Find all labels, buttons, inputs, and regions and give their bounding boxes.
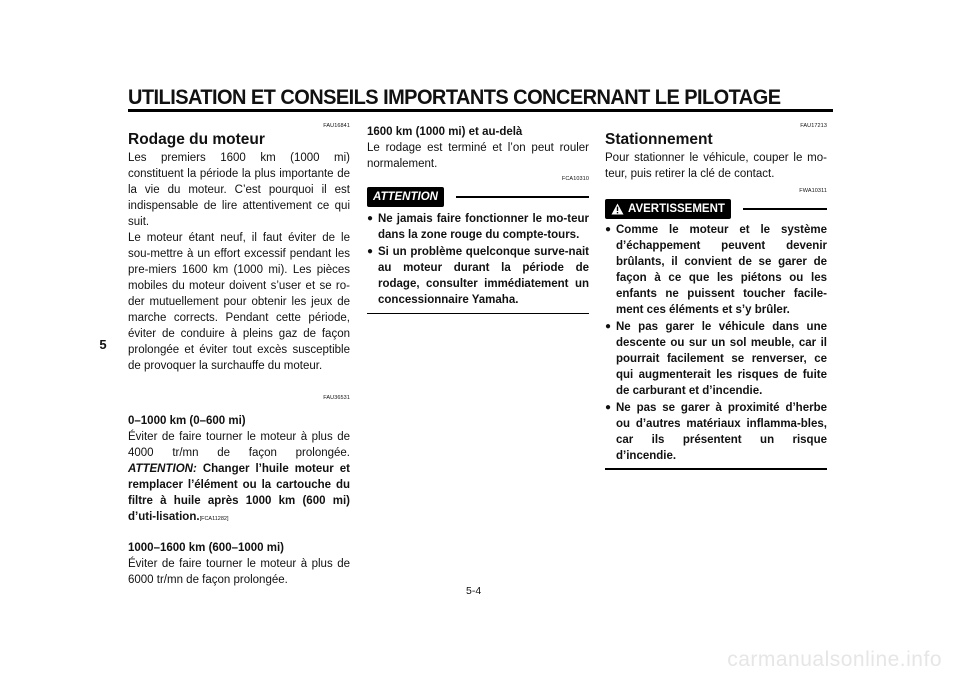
subheading-0-1000: 0–1000 km (0–600 mi) — [128, 415, 246, 427]
warning-triangle-icon — [611, 203, 624, 215]
list-item — [367, 211, 589, 243]
section-code: FCA10310 — [561, 176, 589, 182]
paragraph: Éviter de faire tourner le moteur à plus de 6000 tr/mn de façon prolongée. — [128, 558, 350, 586]
notice-end-rule — [367, 313, 589, 314]
column-1 — [128, 122, 350, 588]
column-3 — [605, 122, 827, 470]
bullet-icon: ● — [605, 321, 612, 332]
section-code: FAU36531 — [323, 395, 350, 401]
attention-label: ATTENTION: — [128, 463, 197, 475]
paragraph-text: Éviter de faire tourner le moteur à plus de 4000 tr/mn de façon prolongée. — [128, 431, 350, 459]
subheading-1600-plus: 1600 km (1000 mi) et au-delà — [367, 126, 523, 138]
bullet-icon: ● — [367, 213, 374, 224]
attention-badge: ATTENTION — [367, 187, 444, 207]
section-heading-stationnement: Stationnement — [605, 131, 713, 148]
attention-notice-header — [367, 187, 589, 207]
attention-bullet-list — [367, 211, 589, 308]
warning-label: AVERTISSEMENT — [628, 203, 725, 215]
warning-badge — [605, 199, 731, 219]
section-heading-rodage: Rodage du moteur — [128, 131, 265, 148]
title-rule — [128, 109, 833, 112]
attention-text: Changer l’huile moteur et remplacer l’élément ou la cartouche du filtre à huile après 1000 km (600 mi) d’uti-lisation. — [128, 463, 350, 523]
bullet-icon: ● — [605, 402, 612, 413]
bullet-icon: ● — [367, 246, 374, 257]
paragraph: Les premiers 1600 km (1000 mi) constituent la période la plus importante de la vie du moteur. C’est pourquoi il est indispensable de lire attentivement ce qui suit. — [128, 152, 350, 228]
warning-notice-header — [605, 199, 827, 219]
notice-rule — [743, 208, 827, 210]
list-item-text: Ne pas garer le véhicule dans une descente ou sur un sol meuble, car il pourrait facilement se renverser, ce qui augmenterait les risques de fuite de carburant et d’incendie. — [616, 321, 827, 397]
bullet-icon: ● — [605, 224, 612, 235]
warning-bullet-list — [605, 222, 827, 464]
column-2 — [367, 124, 589, 314]
page-title: UTILISATION ET CONSEILS IMPORTANTS CONCERNANT LE PILOTAGE — [128, 85, 781, 109]
section-code: FAU17213 — [800, 123, 827, 129]
list-item-text: Si un problème quelconque surve-nait au moteur durant la période de rodage, consulter immédiatement un concessionnaire Yamaha. — [378, 246, 589, 306]
list-item — [605, 222, 827, 318]
subheading-1000-1600: 1000–1600 km (600–1000 mi) — [128, 542, 285, 554]
list-item-text: Ne pas se garer à proximité d’herbe ou d’autres matériaux inflamma-bles, car ils présentent un risque d’incendie. — [616, 402, 827, 462]
list-item — [605, 400, 827, 464]
list-item-text: Comme le moteur et le système d’échappement peuvent devenir brûlants, il convient de se garer de façon à ce que les piétons ou les enfants ne puissent toucher facile-ment ces éléments et s’y brûler. — [616, 224, 827, 316]
watermark: carmanualsonline.info — [727, 648, 942, 671]
list-item — [367, 244, 589, 308]
section-code: FWA10311 — [799, 188, 827, 194]
section-code: FAU16841 — [323, 123, 350, 129]
paragraph: Le rodage est terminé et l’on peut rouler normalement. — [367, 142, 589, 170]
paragraph — [128, 429, 350, 527]
page-number: 5-4 — [466, 585, 482, 597]
list-item-text: Ne jamais faire fonctionner le mo-teur dans la zone rouge du compte-tours. — [378, 213, 589, 241]
paragraph: Le moteur étant neuf, il faut éviter de le sou-mettre à un effort excessif pendant les pre-miers 1600 km (1000 mi). Les pièces mobiles du moteur doivent s’user et se ro-der mutuellement pour obtenir les jeux de marche corrects. Pendant cette période, éviter de conduire à pleins gaz de façon prolongée et éviter tout excès susceptible de provoquer la surchauffe du moteur. — [128, 232, 350, 372]
paragraph: Pour stationner le véhicule, couper le mo-teur, puis retirer la clé de contact. — [605, 152, 827, 180]
attention-code: [FCA11282] — [199, 516, 229, 522]
list-item — [605, 319, 827, 399]
notice-end-rule — [605, 468, 827, 470]
chapter-tab: 5 — [99, 337, 107, 352]
notice-rule — [456, 196, 589, 198]
